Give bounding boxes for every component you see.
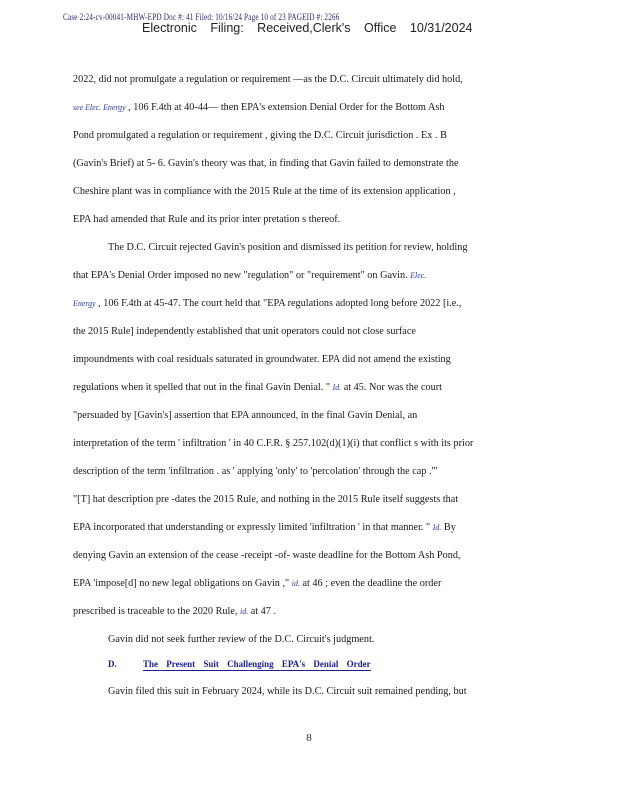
- text-span: at 47 .: [250, 605, 277, 617]
- text-line: [73, 268, 426, 282]
- text-line: description of the term 'infiltration . as ' applying 'only' to 'percolation' through the cap .'": [73, 465, 438, 477]
- text-span: By: [443, 521, 456, 533]
- page-header: [0, 10, 618, 40]
- case-citation: Id.: [332, 382, 342, 392]
- text-line: [73, 100, 444, 114]
- text-line: [73, 520, 456, 534]
- case-citation: id.: [240, 606, 249, 616]
- text-line: the 2015 Rule] independently established that unit operators could not close surface: [73, 325, 416, 337]
- case-citation: Elec.: [410, 270, 427, 280]
- text-line: impoundments with coal residuals saturated in groundwater. EPA did not amend the existing: [73, 353, 451, 365]
- text-span: EPA incorporated that understanding or expressly limited 'infiltration ' in that manner. ": [73, 521, 431, 533]
- text-line: [73, 604, 276, 618]
- text-line: [73, 296, 461, 310]
- text-span: regulations when it spelled that out in the final Gavin Denial. ": [73, 381, 331, 393]
- text-span: EPA 'impose[d] no new legal obligations on Gavin ,": [73, 577, 290, 589]
- text-line: "persuaded by [Gavin's] assertion that EPA announced, in the final Gavin Denial, an: [73, 409, 418, 421]
- section-title: The Present Suit Challenging EPA's Denial Order: [143, 659, 371, 669]
- page-number: 8: [306, 732, 312, 744]
- efiling-stamp-line: Electronic Filing: Received,Clerk's Office 10/31/2024: [142, 21, 473, 35]
- text-line: Pond promulgated a regulation or requirement , giving the D.C. Circuit jurisdiction . Ex . B: [73, 129, 447, 141]
- case-stamp-line: Case 2:24-cv-00041-MHW-EPD Doc #: 41 Filed: 10/16/24 Page 10 of 23 PAGEID #: 2266: [63, 12, 340, 22]
- text-span: , 106 F.4th at 40-44— then EPA's extension Denial Order for the Bottom Ash: [128, 101, 445, 113]
- text-line: 2022, did not promulgate a regulation or requirement —as the D.C. Circuit ultimately did hold,: [73, 73, 463, 85]
- text-line: Cheshire plant was in compliance with the 2015 Rule at the time of its extension application ,: [73, 185, 456, 197]
- text-line: The D.C. Circuit rejected Gavin's position and dismissed its petition for review, holding: [108, 241, 468, 253]
- text-span: prescribed is traceable to the 2020 Rule,: [73, 605, 238, 617]
- text-line: denying Gavin an extension of the cease -receipt -of- waste deadline for the Bottom Ash Pond,: [73, 549, 461, 561]
- text-line: EPA had amended that Rule and its prior inter pretation s thereof.: [73, 213, 341, 225]
- case-citation: Id.: [432, 522, 442, 532]
- text-span: that EPA's Denial Order imposed no new "regulation" or "requirement" on Gavin.: [73, 269, 408, 281]
- text-line: Gavin did not seek further review of the D.C. Circuit's judgment.: [108, 633, 375, 645]
- section-letter: D.: [108, 659, 117, 669]
- text-line: [73, 576, 441, 590]
- text-line: (Gavin's Brief) at 5- 6. Gavin's theory was that, in finding that Gavin failed to demonstrate the: [73, 157, 459, 169]
- text-span: at 45. Nor was the court: [343, 381, 443, 393]
- text-line: "[T] hat description pre -dates the 2015 Rule, and nothing in the 2015 Rule itself suggests that: [73, 493, 459, 505]
- case-citation: see Elec. Energy: [73, 102, 126, 112]
- text-span: at 46 ; even the deadline the order: [302, 577, 442, 589]
- text-line: interpretation of the term ' infiltration ' in 40 C.F.R. § 257.102(d)(1)(i) that conflict s with its prior: [73, 437, 474, 449]
- case-citation: id.: [291, 578, 300, 588]
- text-span: , 106 F.4th at 45-47. The court held that "EPA regulations adopted long before 2022 [i.e.,: [98, 297, 462, 309]
- text-line: Gavin filed this suit in February 2024, while its D.C. Circuit suit remained pending, but: [108, 685, 467, 697]
- section-heading: [108, 659, 371, 669]
- case-citation: Energy: [73, 298, 96, 308]
- text-line: [73, 380, 442, 394]
